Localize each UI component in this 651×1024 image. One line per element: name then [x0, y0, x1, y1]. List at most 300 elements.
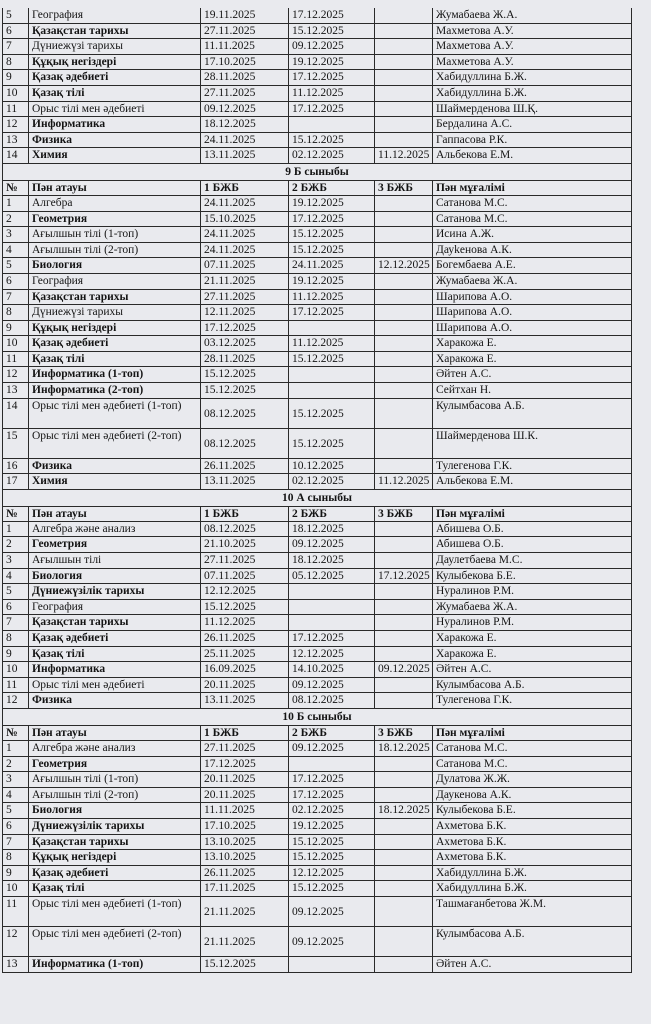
bjb1-date: 15.12.2025 [200, 367, 288, 382]
bjb1-date: 13.10.2025 [200, 850, 288, 865]
row-number: 17 [2, 474, 28, 489]
table-row [2, 102, 632, 118]
teacher-name: Ахметова Б.К. [432, 819, 632, 834]
bjb1-date: 27.11.2025 [200, 86, 288, 101]
bjb1-date: 17.10.2025 [200, 819, 288, 834]
teacher-name: Хабидуллина Б.Ж. [432, 881, 632, 896]
header-bjb3-date: 3 БЖБ [374, 181, 432, 195]
table-row [2, 600, 632, 616]
bjb2-date: 12.12.2025 [288, 647, 374, 662]
bjb3-date [374, 957, 432, 972]
bjb3-date [374, 290, 432, 305]
bjb3-date [374, 243, 432, 258]
bjb1-date: 27.11.2025 [200, 24, 288, 39]
subject-name: Ағылшын тілі (1-топ) [28, 227, 200, 242]
teacher-name: Дулатова Ж.Ж. [432, 772, 632, 787]
subject-name: Қазақ тілі [28, 352, 200, 367]
bjb2-date: 09.12.2025 [288, 39, 374, 54]
bjb2-date: 15.12.2025 [288, 133, 374, 148]
bjb1-date: 15.12.2025 [200, 957, 288, 972]
bjb1-date: 25.11.2025 [200, 647, 288, 662]
bjb2-date: 19.12.2025 [288, 274, 374, 289]
row-number: 10 [2, 881, 28, 896]
row-number: 12 [2, 117, 28, 132]
row-number: 6 [2, 819, 28, 834]
bjb2-date: 08.12.2025 [288, 693, 374, 708]
header-bjb1-date: 1 БЖБ [200, 726, 288, 740]
row-number: 11 [2, 678, 28, 693]
row-number: 11 [2, 897, 28, 926]
row-number: 2 [2, 537, 28, 552]
subject-name: Информатика [28, 662, 200, 677]
bjb3-date: 17.12.2025 [374, 569, 432, 584]
table-row [2, 274, 632, 290]
subject-name: Қазақстан тарихы [28, 835, 200, 850]
bjb2-date [288, 383, 374, 398]
bjb2-date: 15.12.2025 [288, 399, 374, 428]
row-number: 10 [2, 336, 28, 351]
table-row [2, 522, 632, 538]
teacher-name: Абишева О.Б. [432, 537, 632, 552]
bjb3-date: 11.12.2025 [374, 474, 432, 489]
bjb2-date: 17.12.2025 [288, 212, 374, 227]
subject-name: Ағылшын тілі (2-топ) [28, 243, 200, 258]
teacher-name: Нуралинов Р.М. [432, 615, 632, 630]
bjb3-date [374, 429, 432, 458]
table-row [2, 459, 632, 475]
table-row [2, 290, 632, 306]
teacher-name: Хабидуллина Б.Ж. [432, 70, 632, 85]
teacher-name: Кулымбасова А.Б. [432, 927, 632, 956]
table-row [2, 227, 632, 243]
subject-name: Қазақстан тарихы [28, 615, 200, 630]
row-number: 12 [2, 367, 28, 382]
table-row [2, 757, 632, 773]
table-row [2, 835, 632, 851]
subject-name: Геометрия [28, 537, 200, 552]
bjb1-date: 08.12.2025 [200, 399, 288, 428]
subject-name: Алгебра [28, 196, 200, 211]
teacher-name: Ахметова Б.К. [432, 850, 632, 865]
teacher-name: Кулымбасова А.Б. [432, 678, 632, 693]
bjb3-date: 09.12.2025 [374, 662, 432, 677]
bjb2-date: 17.12.2025 [288, 8, 374, 23]
header-bjb2-date: 2 БЖБ [288, 507, 374, 521]
bjb2-date [288, 321, 374, 336]
table-row [2, 474, 632, 490]
bjb2-date [288, 584, 374, 599]
header-subject-name: Пән атауы [28, 181, 200, 195]
teacher-name: Шарипова А.О. [432, 305, 632, 320]
table-row [2, 117, 632, 133]
bjb1-date: 21.10.2025 [200, 537, 288, 552]
bjb1-date: 03.12.2025 [200, 336, 288, 351]
row-number: 8 [2, 305, 28, 320]
teacher-name: Шаймерденова Ш.К. [432, 429, 632, 458]
bjb3-date [374, 8, 432, 23]
row-number: 10 [2, 86, 28, 101]
bjb1-date: 18.12.2025 [200, 117, 288, 132]
header-bjb3-date: 3 БЖБ [374, 507, 432, 521]
bjb2-date [288, 367, 374, 382]
bjb1-date: 24.11.2025 [200, 227, 288, 242]
bjb3-date [374, 600, 432, 615]
teacher-name: Махметова А.У. [432, 55, 632, 70]
teacher-name: Даулетбаева М.С. [432, 553, 632, 568]
bjb1-date: 11.12.2025 [200, 615, 288, 630]
teacher-name: Әйтен А.С. [432, 662, 632, 677]
bjb1-date: 15.12.2025 [200, 600, 288, 615]
bjb2-date: 17.12.2025 [288, 102, 374, 117]
subject-name: География [28, 274, 200, 289]
bjb3-date [374, 866, 432, 881]
subject-name: Алгебра және анализ [28, 741, 200, 756]
teacher-name: Бердалина А.С. [432, 117, 632, 132]
subject-name: Орыс тілі мен әдебиеті [28, 678, 200, 693]
teacher-name: Исина А.Ж. [432, 227, 632, 242]
table-row [2, 86, 632, 102]
table-row [2, 569, 632, 585]
teacher-name: Жумабаева Ж.А. [432, 274, 632, 289]
bjb3-date [374, 367, 432, 382]
table-row [2, 133, 632, 149]
bjb3-date [374, 212, 432, 227]
bjb2-date: 24.11.2025 [288, 258, 374, 273]
table-row [2, 631, 632, 647]
bjb3-date: 18.12.2025 [374, 803, 432, 818]
subject-name: Геометрия [28, 212, 200, 227]
teacher-name: Нуралинов Р.М. [432, 584, 632, 599]
row-number: 3 [2, 772, 28, 787]
table-row [2, 537, 632, 553]
bjb1-date: 15.10.2025 [200, 212, 288, 227]
bjb2-date: 02.12.2025 [288, 148, 374, 163]
teacher-name: Сатанова М.С. [432, 757, 632, 772]
table-row [2, 957, 632, 973]
bjb1-date: 17.12.2025 [200, 321, 288, 336]
bjb1-date: 20.11.2025 [200, 678, 288, 693]
header-bjb1-date: 1 БЖБ [200, 181, 288, 195]
bjb1-date: 24.11.2025 [200, 196, 288, 211]
bjb3-date [374, 819, 432, 834]
row-number: 10 [2, 662, 28, 677]
row-number: 5 [2, 8, 28, 23]
subject-name: Қазақ әдебиеті [28, 70, 200, 85]
header-bjb2-date: 2 БЖБ [288, 181, 374, 195]
subject-name: Қазақстан тарихы [28, 290, 200, 305]
bjb2-date: 09.12.2025 [288, 897, 374, 926]
table-row [2, 39, 632, 55]
bjb2-date: 17.12.2025 [288, 70, 374, 85]
table-row [2, 352, 632, 368]
bjb1-date: 08.12.2025 [200, 522, 288, 537]
bjb3-date [374, 647, 432, 662]
table-row [2, 336, 632, 352]
bjb2-date [288, 957, 374, 972]
row-number: 3 [2, 553, 28, 568]
bjb3-date [374, 102, 432, 117]
row-number: 16 [2, 459, 28, 474]
row-number: 15 [2, 429, 28, 458]
row-number: 7 [2, 290, 28, 305]
bjb3-date [374, 133, 432, 148]
row-number: 7 [2, 835, 28, 850]
subject-name: Орыс тілі мен әдебиеті (1-топ) [28, 897, 200, 926]
bjb3-date [374, 553, 432, 568]
table-row [2, 196, 632, 212]
table-row [2, 850, 632, 866]
header-subject-name: Пән атауы [28, 507, 200, 521]
bjb3-date: 18.12.2025 [374, 741, 432, 756]
table-row [2, 788, 632, 804]
bjb2-date: 09.12.2025 [288, 741, 374, 756]
table-row [2, 399, 632, 429]
row-number: 13 [2, 957, 28, 972]
bjb1-date: 13.11.2025 [200, 474, 288, 489]
teacher-name: Абишева О.Б. [432, 522, 632, 537]
teacher-name: Альбекова Е.М. [432, 148, 632, 163]
bjb3-date [374, 584, 432, 599]
row-number: 9 [2, 866, 28, 881]
subject-name: Физика [28, 133, 200, 148]
teacher-name: Тулегенова Г.К. [432, 693, 632, 708]
bjb3-date [374, 757, 432, 772]
table-row [2, 693, 632, 709]
bjb2-date: 19.12.2025 [288, 819, 374, 834]
bjb1-date: 28.11.2025 [200, 70, 288, 85]
bjb2-date: 15.12.2025 [288, 881, 374, 896]
bjb2-date [288, 615, 374, 630]
teacher-name: Ташмағанбетова Ж.М. [432, 897, 632, 926]
bjb1-date: 12.12.2025 [200, 584, 288, 599]
bjb1-date: 19.11.2025 [200, 8, 288, 23]
table-row [2, 881, 632, 897]
subject-name: Орыс тілі мен әдебиеті (1-топ) [28, 399, 200, 428]
table-row [2, 772, 632, 788]
subject-name: Алгебра және анализ [28, 522, 200, 537]
header-row-number: № [2, 726, 28, 740]
bjb2-date: 12.12.2025 [288, 866, 374, 881]
bjb2-date: 11.12.2025 [288, 336, 374, 351]
bjb3-date [374, 274, 432, 289]
bjb1-date: 13.11.2025 [200, 693, 288, 708]
subject-name: Орыс тілі мен әдебиеті (2-топ) [28, 927, 200, 956]
subject-name: Физика [28, 459, 200, 474]
bjb2-date: 14.10.2025 [288, 662, 374, 677]
bjb3-date [374, 352, 432, 367]
table-row [2, 55, 632, 71]
subject-name: Информатика (2-топ) [28, 383, 200, 398]
teacher-name: Харакожа Е. [432, 647, 632, 662]
bjb3-date [374, 336, 432, 351]
bjb2-date: 09.12.2025 [288, 678, 374, 693]
bjb3-date [374, 39, 432, 54]
subject-name: Геометрия [28, 757, 200, 772]
bjb3-date [374, 55, 432, 70]
teacher-name: Сатанова М.С. [432, 212, 632, 227]
bjb2-date: 15.12.2025 [288, 429, 374, 458]
subject-name: Информатика (1-топ) [28, 367, 200, 382]
teacher-name: Махметова А.У. [432, 39, 632, 54]
teacher-name: Жумабаева Ж.А. [432, 600, 632, 615]
subject-name: Химия [28, 148, 200, 163]
teacher-name: Әйтен А.С. [432, 957, 632, 972]
header-teacher-name: Пән мұғалімі [432, 181, 632, 195]
table-row [2, 741, 632, 757]
teacher-name: Богембаева А.Е. [432, 258, 632, 273]
row-number: 5 [2, 584, 28, 599]
subject-name: Қазақ әдебиеті [28, 866, 200, 881]
bjb1-date: 26.11.2025 [200, 459, 288, 474]
bjb2-date: 17.12.2025 [288, 772, 374, 787]
bjb2-date: 09.12.2025 [288, 537, 374, 552]
row-number: 7 [2, 615, 28, 630]
bjb2-date: 18.12.2025 [288, 522, 374, 537]
table-row [2, 305, 632, 321]
bjb1-date: 21.11.2025 [200, 897, 288, 926]
row-number: 9 [2, 70, 28, 85]
bjb2-date: 15.12.2025 [288, 243, 374, 258]
row-number: 6 [2, 24, 28, 39]
bjb1-date: 17.10.2025 [200, 55, 288, 70]
table-row [2, 553, 632, 569]
schedule-table [2, 8, 632, 973]
bjb2-date: 02.12.2025 [288, 474, 374, 489]
bjb1-date: 16.09.2025 [200, 662, 288, 677]
bjb2-date [288, 757, 374, 772]
teacher-name: Ахметова Б.К. [432, 835, 632, 850]
class-section-title: 9 Б сыныбы [2, 164, 632, 181]
row-number: 12 [2, 927, 28, 956]
teacher-name: Сейтхан Н. [432, 383, 632, 398]
teacher-name: Харакожа Е. [432, 631, 632, 646]
subject-name: Дүниежүзі тарихы [28, 305, 200, 320]
table-header-row [2, 726, 632, 741]
bjb1-date: 20.11.2025 [200, 788, 288, 803]
subject-name: Информатика [28, 117, 200, 132]
subject-name: Ағылшын тілі (2-топ) [28, 788, 200, 803]
teacher-name: Махметова А.У. [432, 24, 632, 39]
teacher-name: Әйтен А.С. [432, 367, 632, 382]
row-number: 3 [2, 227, 28, 242]
bjb1-date: 17.12.2025 [200, 757, 288, 772]
bjb3-date [374, 881, 432, 896]
table-row [2, 243, 632, 259]
subject-name: Биология [28, 569, 200, 584]
teacher-name: Кулымбасова А.Б. [432, 399, 632, 428]
bjb3-date [374, 24, 432, 39]
subject-name: Дүниежүзілік тарихы [28, 584, 200, 599]
teacher-name: Тулегенова Г.К. [432, 459, 632, 474]
table-row [2, 615, 632, 631]
bjb1-date: 09.12.2025 [200, 102, 288, 117]
subject-name: Орыс тілі мен әдебиеті [28, 102, 200, 117]
bjb2-date [288, 600, 374, 615]
row-number: 1 [2, 196, 28, 211]
bjb3-date [374, 522, 432, 537]
table-row [2, 148, 632, 164]
row-number: 8 [2, 850, 28, 865]
table-row [2, 866, 632, 882]
subject-name: Құқық негіздері [28, 850, 200, 865]
class-section-title: 10 А сыныбы [2, 490, 632, 507]
bjb2-date: 10.12.2025 [288, 459, 374, 474]
table-row [2, 678, 632, 694]
bjb1-date: 11.11.2025 [200, 39, 288, 54]
bjb2-date: 15.12.2025 [288, 227, 374, 242]
teacher-name: Шаймерденова Ш.Қ. [432, 102, 632, 117]
bjb3-date: 11.12.2025 [374, 148, 432, 163]
row-number: 9 [2, 647, 28, 662]
header-subject-name: Пән атауы [28, 726, 200, 740]
bjb1-date: 28.11.2025 [200, 352, 288, 367]
bjb2-date: 15.12.2025 [288, 352, 374, 367]
subject-name: Қазақ тілі [28, 86, 200, 101]
bjb3-date [374, 897, 432, 926]
row-number: 6 [2, 600, 28, 615]
subject-name: Информатика (1-топ) [28, 957, 200, 972]
table-row [2, 647, 632, 663]
row-number: 14 [2, 399, 28, 428]
bjb3-date [374, 631, 432, 646]
bjb1-date: 27.11.2025 [200, 290, 288, 305]
header-row-number: № [2, 181, 28, 195]
table-row [2, 803, 632, 819]
header-bjb2-date: 2 БЖБ [288, 726, 374, 740]
subject-name: Қазақ тілі [28, 647, 200, 662]
bjb3-date [374, 693, 432, 708]
table-row [2, 662, 632, 678]
row-number: 13 [2, 133, 28, 148]
bjb3-date [374, 383, 432, 398]
row-number: 5 [2, 803, 28, 818]
row-number: 4 [2, 788, 28, 803]
subject-name: Қазақстан тарихы [28, 24, 200, 39]
bjb2-date: 15.12.2025 [288, 24, 374, 39]
bjb1-date: 13.10.2025 [200, 835, 288, 850]
bjb3-date [374, 399, 432, 428]
row-number: 2 [2, 212, 28, 227]
bjb3-date [374, 70, 432, 85]
table-header-row [2, 507, 632, 522]
teacher-name: Хабидуллина Б.Ж. [432, 866, 632, 881]
row-number: 1 [2, 522, 28, 537]
bjb3-date [374, 459, 432, 474]
bjb1-date: 26.11.2025 [200, 631, 288, 646]
bjb2-date: 19.12.2025 [288, 196, 374, 211]
bjb1-date: 07.11.2025 [200, 258, 288, 273]
bjb2-date: 15.12.2025 [288, 835, 374, 850]
bjb2-date: 11.12.2025 [288, 86, 374, 101]
teacher-name: Альбекова Е.М. [432, 474, 632, 489]
bjb3-date [374, 196, 432, 211]
subject-name: География [28, 8, 200, 23]
bjb3-date [374, 678, 432, 693]
class-section-title: 10 Б сыныбы [2, 709, 632, 726]
subject-name: Құқық негіздері [28, 321, 200, 336]
row-number: 8 [2, 55, 28, 70]
bjb1-date: 07.11.2025 [200, 569, 288, 584]
bjb3-date [374, 321, 432, 336]
table-row [2, 383, 632, 399]
bjb1-date: 12.11.2025 [200, 305, 288, 320]
header-teacher-name: Пән мұғалімі [432, 507, 632, 521]
subject-name: Құқық негіздері [28, 55, 200, 70]
teacher-name: Кулыбекова Б.Е. [432, 803, 632, 818]
row-number: 12 [2, 693, 28, 708]
subject-name: Дүниежүзі тарихы [28, 39, 200, 54]
table-row [2, 927, 632, 957]
